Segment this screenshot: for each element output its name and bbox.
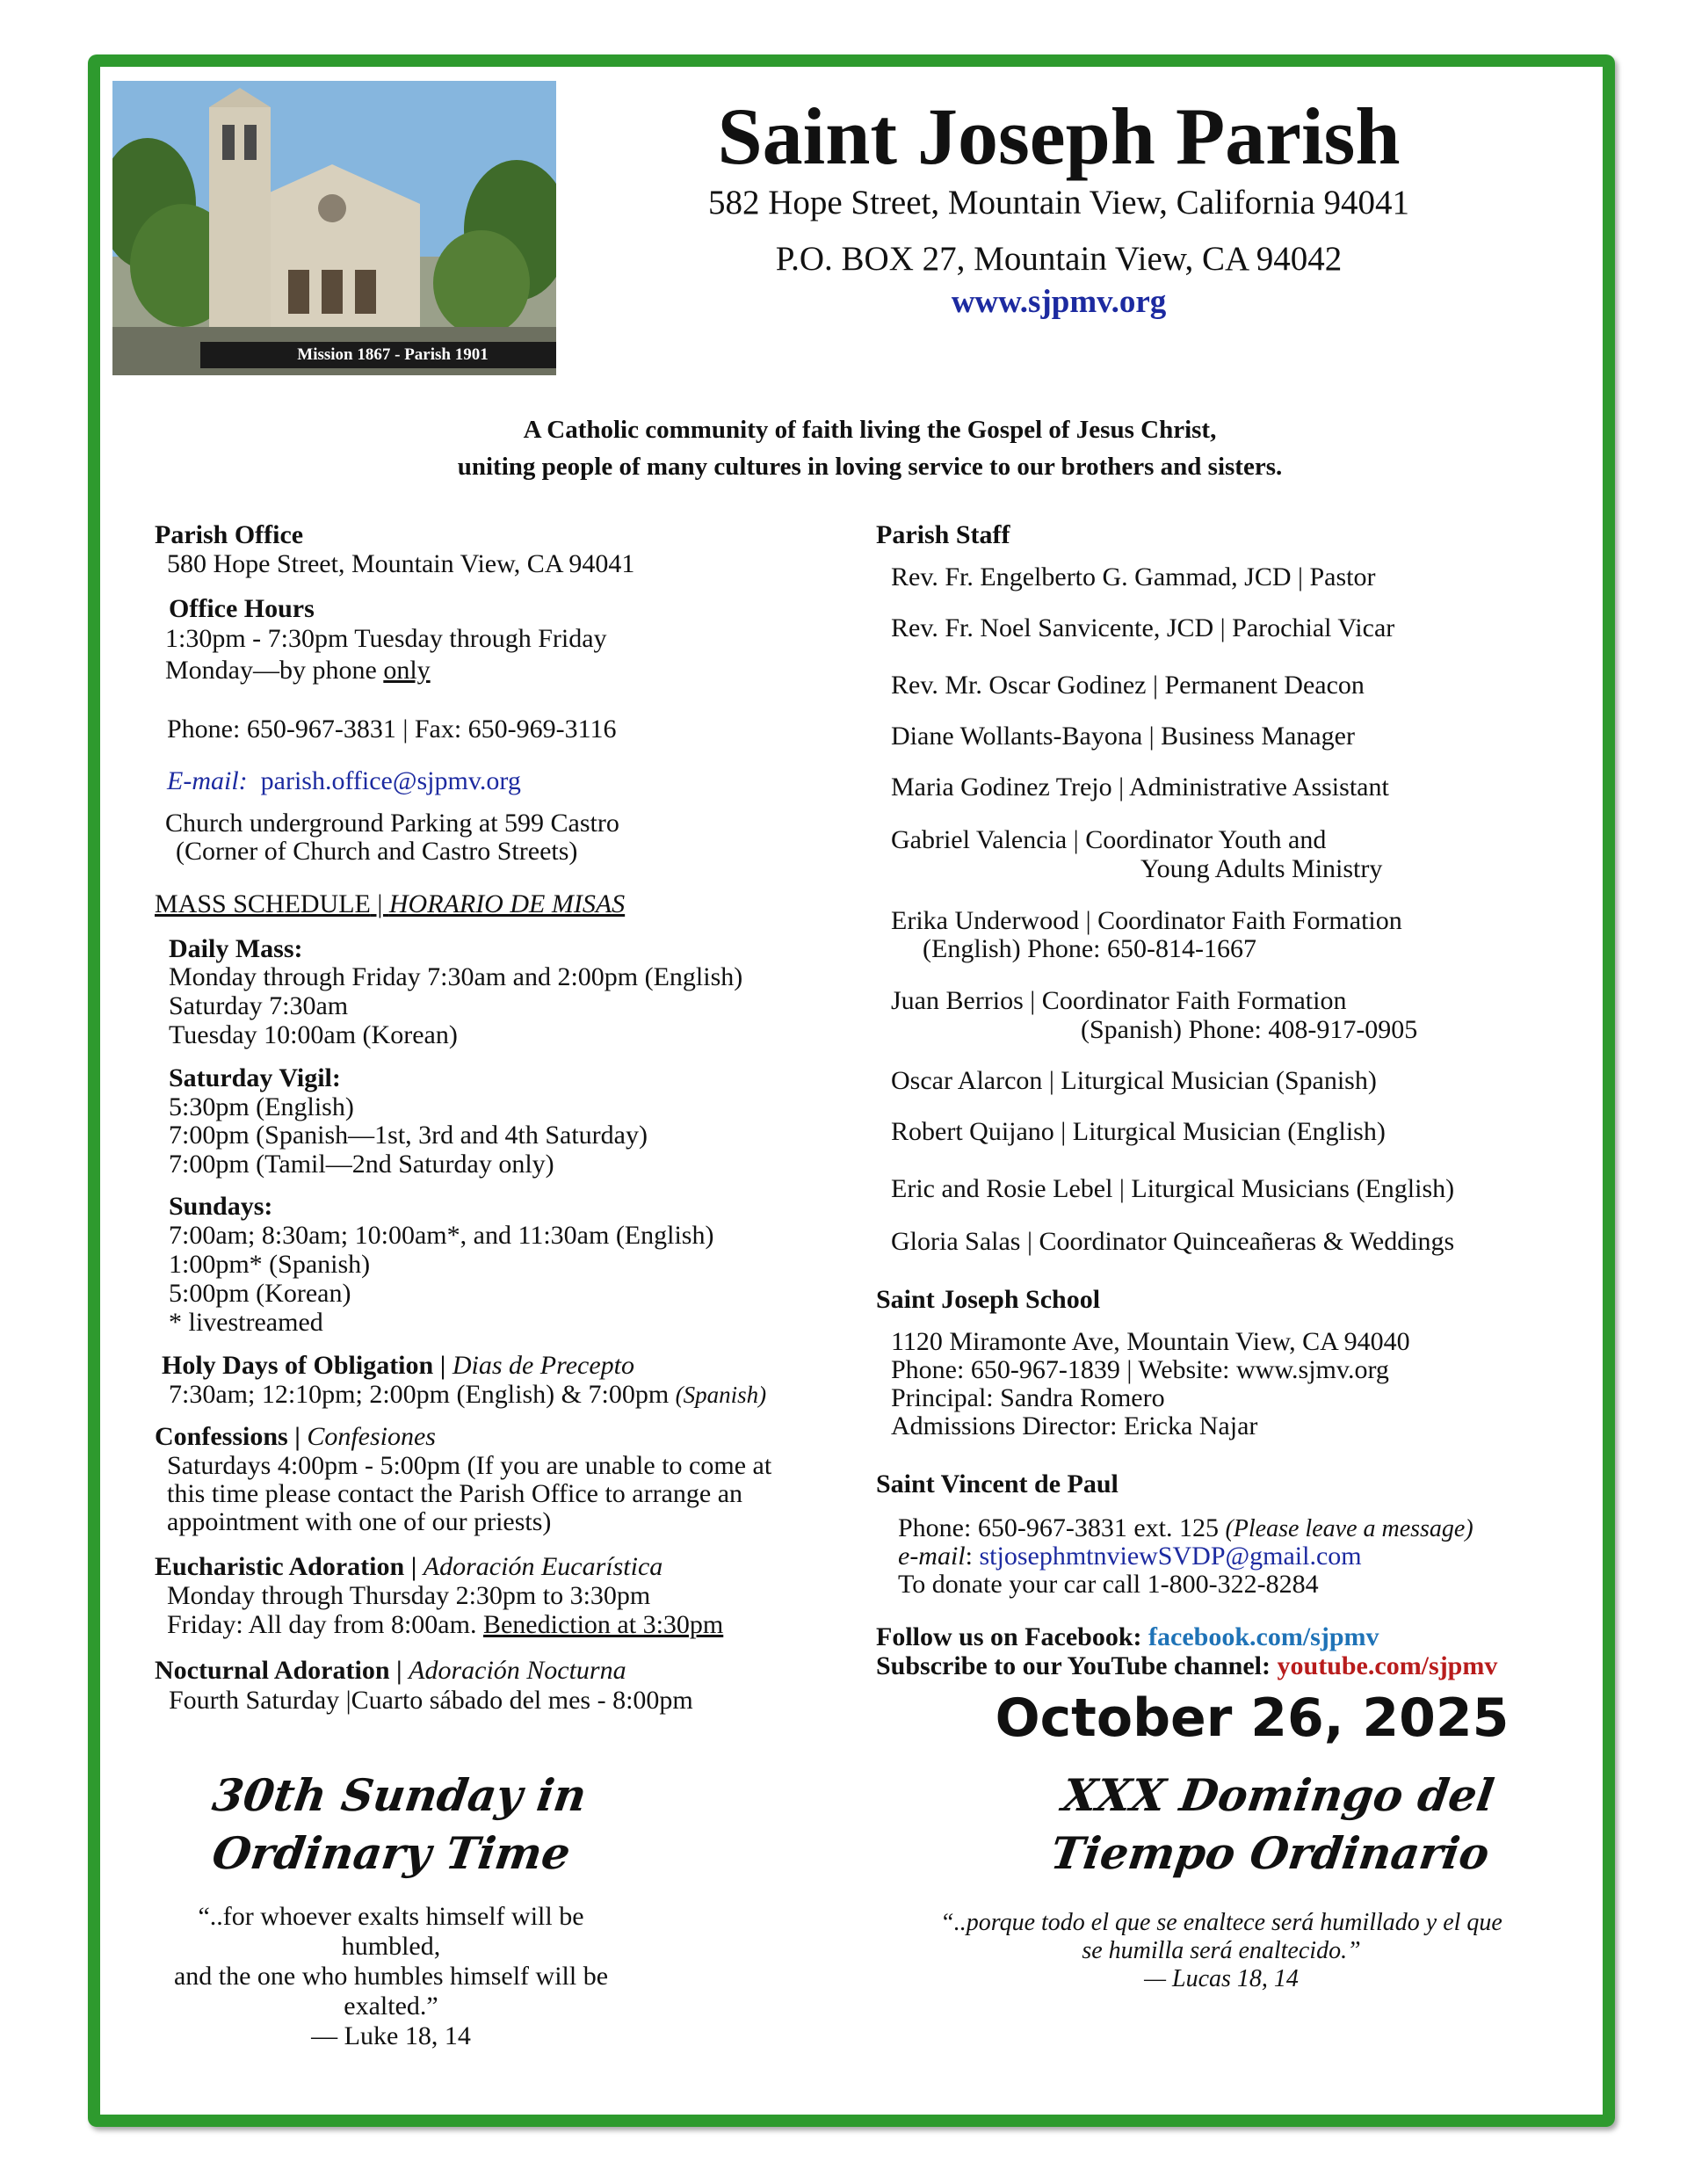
youtube-label: Subscribe to our YouTube channel: [876,1651,1278,1680]
holy-days-1 [169,1380,766,1410]
mass-heading-en: MASS SCHEDULE [155,889,371,918]
holy-days-heading [162,1351,634,1380]
sunday-2: 1:00pm* (Spanish) [169,1250,371,1279]
school-heading: Saint Joseph School [876,1285,1101,1314]
vigil-1: 5:30pm (English) [169,1092,354,1121]
svdp-donate: To donate your car call 1-800-322-8284 [898,1570,1319,1599]
eucharistic-2 [167,1610,723,1639]
staff-member: Eric and Rosie Lebel | Liturgical Musicians (English) [891,1174,1455,1203]
photo-caption: Mission 1867 - Parish 1901 [200,342,556,368]
parking-line-2: (Corner of Church and Castro Streets) [176,837,578,866]
mass-heading-es: HORARIO DE MISAS [388,889,626,918]
benediction-text: Benediction at 3:30pm [482,1610,724,1639]
sunday-3: 5:00pm (Korean) [169,1279,351,1308]
email-label: E-mail: [167,766,248,795]
confessions-en: Confessions [155,1422,288,1451]
facebook-row [876,1622,1379,1651]
vigil-3: 7:00pm (Tamil—2nd Saturday only) [169,1150,554,1179]
svdp-phone: Phone: 650-967-3831 ext. 125 [898,1513,1226,1542]
eucharistic-heading [155,1552,662,1581]
svdp-email-row [898,1542,1362,1571]
nocturnal-heading [155,1656,626,1685]
mission-line-2: uniting people of many cultures in loving service to our brothers and sisters. [457,453,1283,481]
office-hours-2 [165,656,431,685]
english-sunday-title [141,1767,650,1883]
school-phone-website: Phone: 650-967-1839 | Website: www.sjmv.org [891,1355,1389,1384]
church-illustration [112,81,556,375]
nocturnal-sep: | [389,1656,409,1685]
english-title-1: 30th Sunday in [209,1769,590,1821]
spanish-title-2: Tiempo Ordinario [1047,1827,1493,1879]
nocturnal-en: Nocturnal Adoration [155,1656,390,1685]
staff-member: Rev. Mr. Oscar Godinez | Permanent Deacon [891,671,1365,700]
sundays-heading: Sundays: [169,1192,273,1221]
staff-member: Gabriel Valencia | Coordinator Youth and [891,825,1327,854]
office-address: 580 Hope Street, Mountain View, CA 94041 [167,549,635,578]
staff-member: Erika Underwood | Coordinator Faith Formation [891,906,1402,935]
staff-member: Robert Quijano | Liturgical Musician (English) [891,1117,1386,1146]
daily-mass-1: Monday through Friday 7:30am and 2:00pm (English) [169,962,743,991]
parish-staff-heading: Parish Staff [876,520,1010,549]
eucharistic-es: Adoración Eucarística [423,1552,663,1581]
mass-heading-sep: | [370,889,389,918]
staff-member-cont: Young Adults Ministry [1140,854,1383,883]
staff-member: Rev. Fr. Engelberto G. Gammad, JCD | Pastor [891,562,1376,591]
office-hours-heading: Office Hours [169,594,315,623]
english-quote-1: “..for whoever exalts himself will be [198,1902,584,1931]
facebook-link[interactable]: facebook.com/sjpmv [1148,1622,1379,1651]
staff-member: Maria Godinez Trejo | Administrative Assistant [891,773,1389,802]
street-address: 582 Hope Street, Mountain View, California 94041 [707,184,1410,221]
holy-days-sep: | [433,1351,453,1380]
confessions-1: Saturdays 4:00pm - 5:00pm (If you are unable to come at [167,1451,772,1480]
eucharistic-en: Eucharistic Adoration [155,1552,405,1581]
parish-office-heading: Parish Office [155,520,304,549]
daily-mass-3: Tuesday 10:00am (Korean) [169,1020,458,1049]
english-quote-3: and the one who humbles himself will be [173,1962,609,1991]
staff-member: Rev. Fr. Noel Sanvicente, JCD | Parochial Vicar [891,613,1395,642]
po-box-address: P.O. BOX 27, Mountain View, CA 94042 [775,240,1343,278]
church-photo [112,81,556,375]
eucharistic-2-text: Friday: All day from 8:00am. [167,1610,483,1639]
staff-member: Oscar Alarcon | Liturgical Musician (Spanish) [891,1066,1377,1095]
confessions-2: this time please contact the Parish Office to arrange an [167,1479,743,1508]
svdp-email-label: e-mail [898,1542,966,1571]
youtube-link[interactable]: youtube.com/sjpmv [1277,1651,1498,1680]
spanish-quote-2: se humilla será enaltecido.” [1082,1937,1361,1964]
office-phone-fax: Phone: 650-967-3831 | Fax: 650-969-3116 [167,715,617,744]
confessions-sep: | [287,1422,308,1451]
english-citation: — Luke 18, 14 [311,2021,471,2050]
spanish-sunday-title [1003,1767,1546,1883]
holy-days-spanish: (Spanish) [675,1382,767,1408]
staff-member: Juan Berrios | Coordinator Faith Formation [891,986,1347,1015]
confessions-3: appointment with one of our priests) [167,1507,552,1536]
nocturnal-es: Adoración Nocturna [409,1656,626,1685]
holy-days-es: Dias de Precepto [452,1351,634,1380]
confessions-es: Confesiones [307,1422,436,1451]
eucharistic-1: Monday through Thursday 2:30pm to 3:30pm [167,1581,651,1610]
school-address: 1120 Miramonte Ave, Mountain View, CA 94040 [891,1327,1410,1356]
office-email-link[interactable]: parish.office@sjpmv.org [260,766,521,795]
svdp-email-link[interactable]: stjosephmtnviewSVDP@gmail.com [979,1542,1362,1571]
website-link[interactable]: www.sjpmv.org [951,284,1167,320]
office-email-row [167,766,521,795]
spanish-citation: — Lucas 18, 14 [1144,1965,1299,1992]
office-hours-2-text: Monday—by phone [165,656,384,685]
office-hours-2-only: only [383,656,431,685]
staff-member: Diane Wollants-Bayona | Business Manager [891,722,1355,751]
mass-schedule-heading [155,889,625,918]
sunday-1: 7:00am; 8:30am; 10:00am*, and 11:30am (English) [169,1221,714,1250]
holy-days-en: Holy Days of Obligation [162,1351,434,1380]
mission-line-1: A Catholic community of faith living the Gospel of Jesus Christ, [523,416,1217,444]
spanish-title-1: XXX Domingo del [1059,1769,1497,1821]
english-quote [132,1902,650,2051]
staff-member-cont: (English) Phone: 650-814-1667 [923,934,1256,963]
english-quote-2: humbled, [341,1932,441,1961]
svdp-phone-note: (Please leave a message) [1225,1515,1473,1542]
facebook-label: Follow us on Facebook [876,1622,1133,1651]
spanish-quote [896,1909,1546,1993]
svdp-phone-row [898,1513,1473,1543]
nocturnal-1: Fourth Saturday |Cuarto sábado del mes - 8:00pm [169,1686,693,1715]
english-quote-4: exalted.” [344,1992,438,2021]
svdp-heading: Saint Vincent de Paul [876,1469,1119,1498]
parking-line-1: Church underground Parking at 599 Castro [165,809,619,838]
office-hours-1: 1:30pm - 7:30pm Tuesday through Friday [165,624,607,653]
vigil-2: 7:00pm (Spanish—1st, 3rd and 4th Saturday) [169,1121,648,1150]
svdp-email-colon: : [965,1542,980,1571]
parish-title: Saint Joseph Parish [717,91,1401,181]
confessions-heading [155,1422,436,1451]
spanish-quote-1: “..porque todo el que se enaltece será humillado y el que [940,1909,1502,1936]
english-title-2: Ordinary Time [209,1827,574,1879]
mission-statement [132,411,1608,485]
daily-mass-heading: Daily Mass: [169,934,303,963]
bulletin-date: October 26, 2025 [995,1687,1510,1749]
youtube-row [876,1651,1497,1680]
sunday-4: * livestreamed [169,1308,323,1337]
holy-days-times: 7:30am; 12:10pm; 2:00pm (English) & 7:00pm [169,1380,676,1409]
school-principal: Principal: Sandra Romero [891,1383,1165,1412]
facebook-colon: : [1133,1622,1149,1651]
staff-member-cont: (Spanish) Phone: 408-917-0905 [1081,1015,1418,1044]
daily-mass-2: Saturday 7:30am [169,991,349,1020]
school-admissions: Admissions Director: Ericka Najar [891,1411,1258,1440]
saturday-vigil-heading: Saturday Vigil: [169,1063,341,1092]
staff-member: Gloria Salas | Coordinator Quinceañeras & Weddings [891,1227,1455,1256]
eucharistic-sep: | [404,1552,424,1581]
